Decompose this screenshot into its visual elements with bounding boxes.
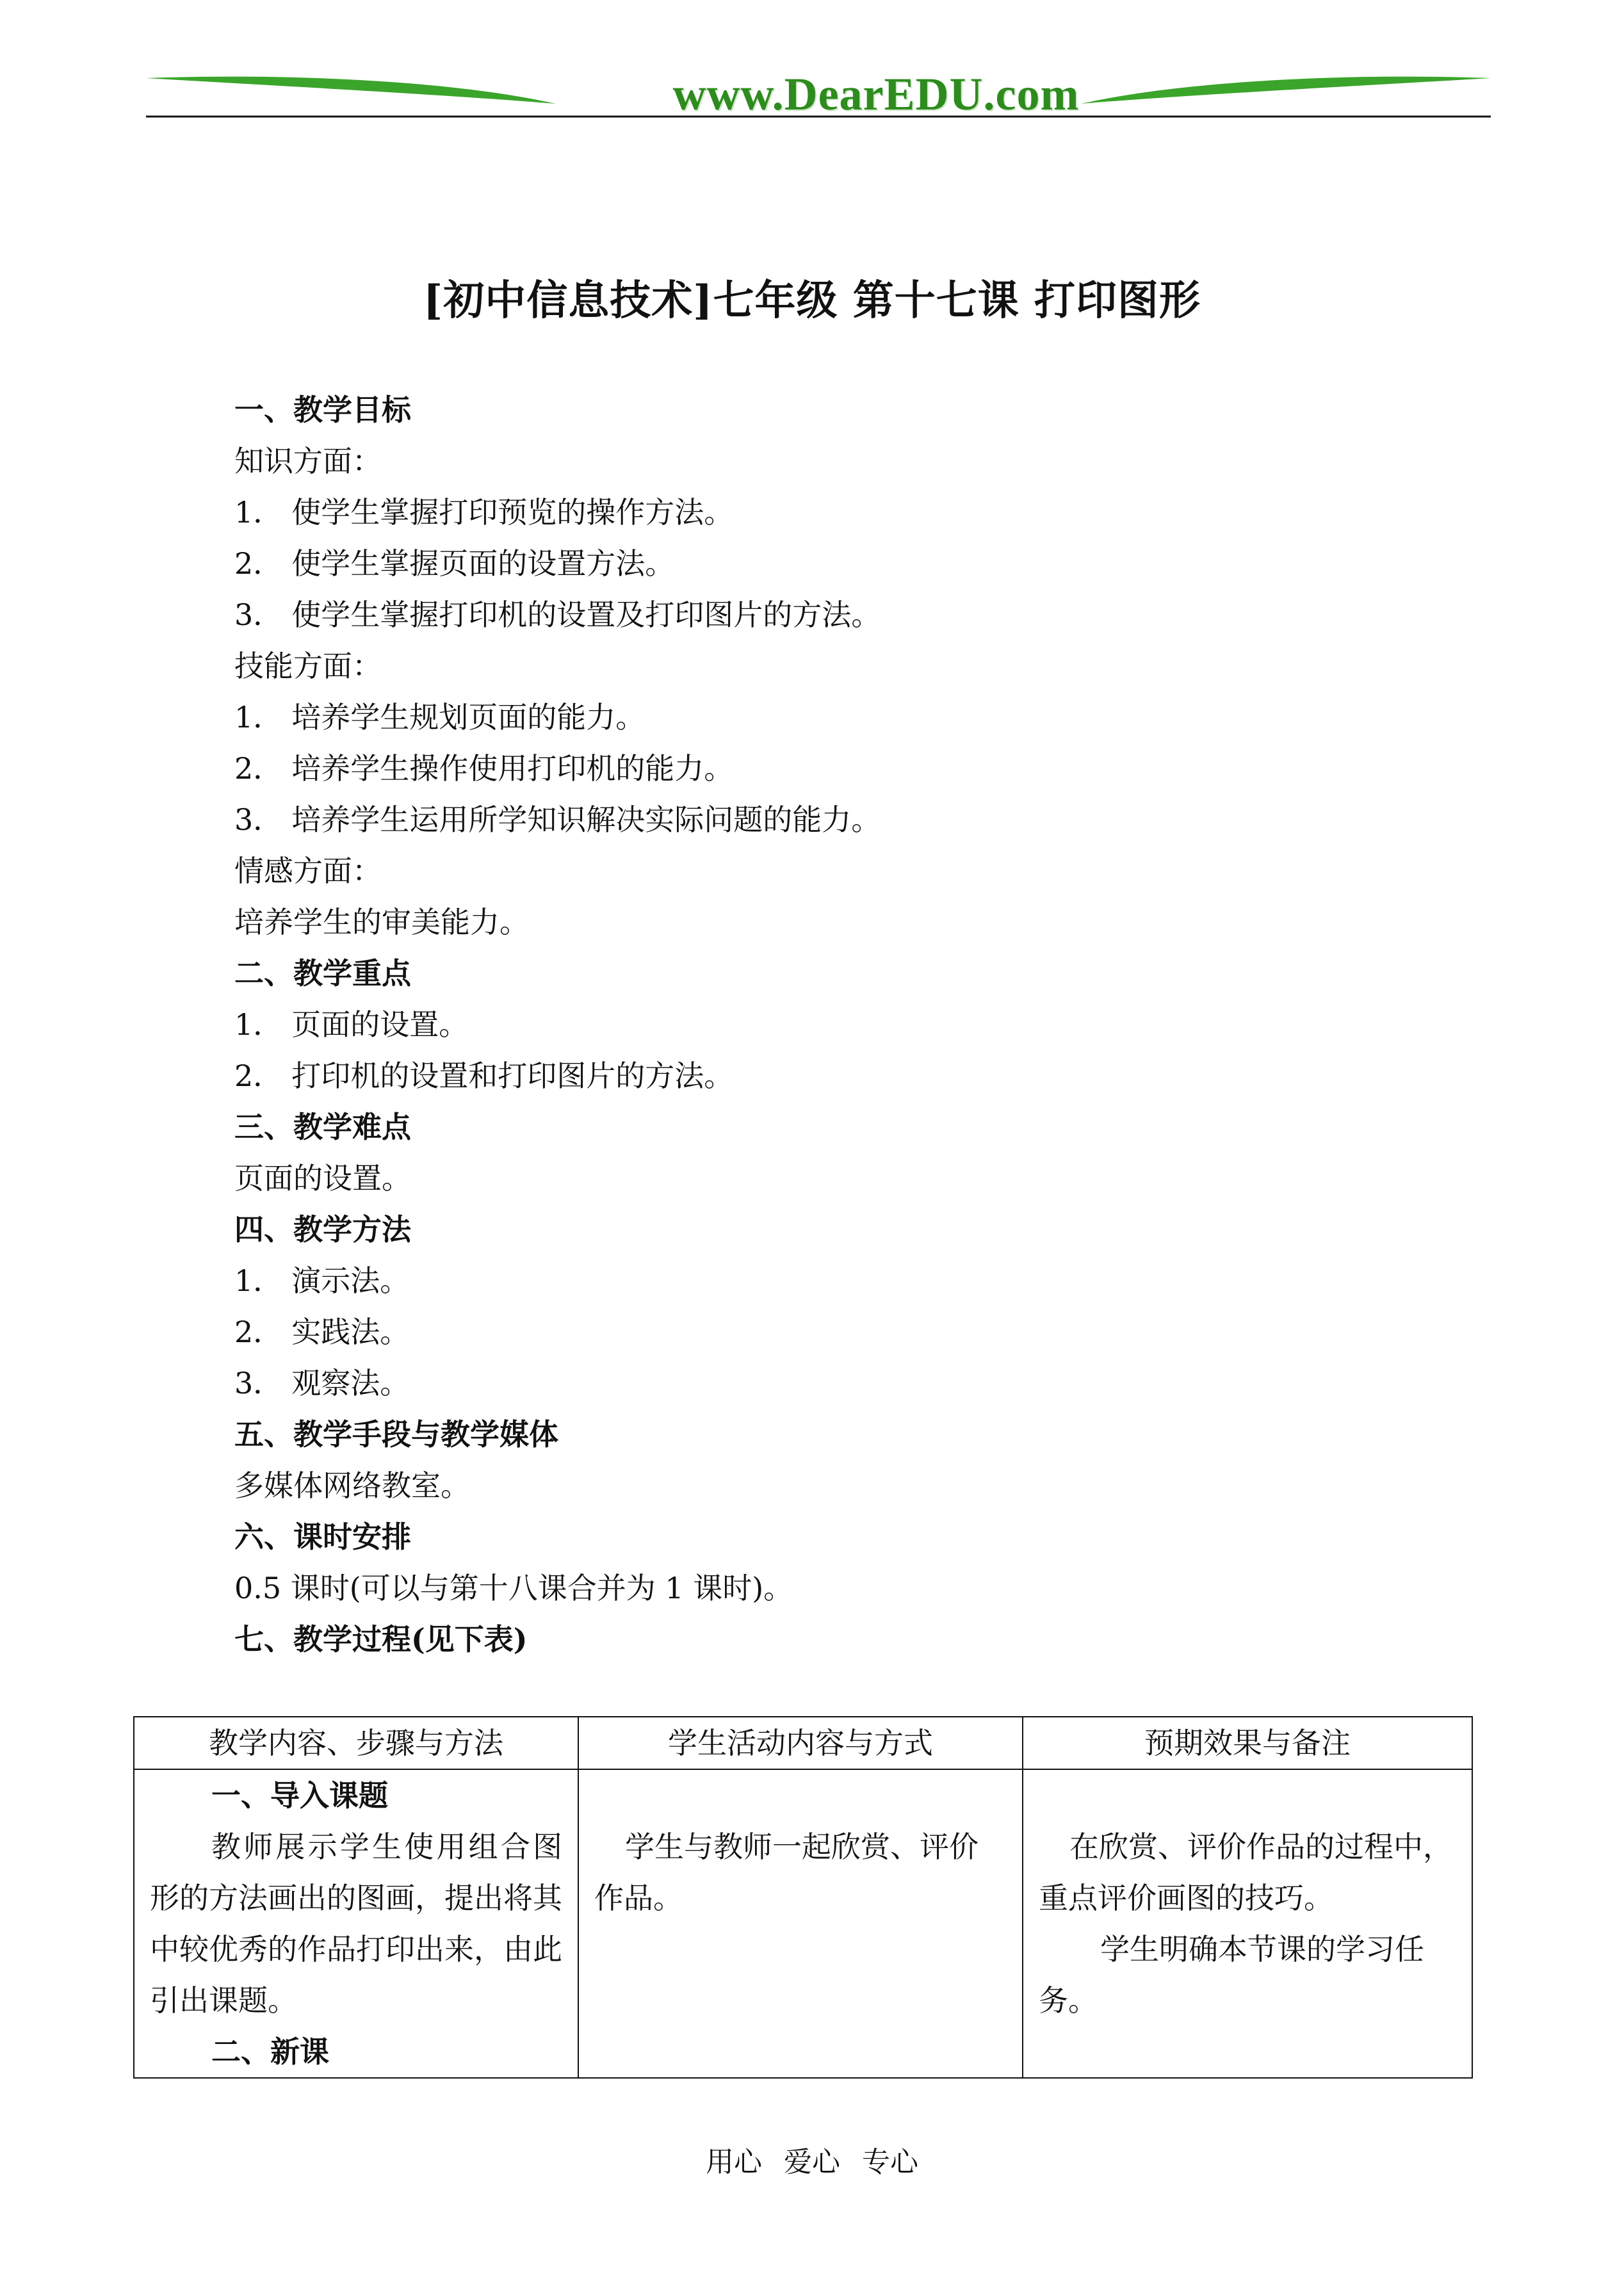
page-footer: 用心 爱心 专心 <box>706 2146 918 2178</box>
cell-text: 教师展示学生使用组合图形的方法画出的图画，提出将其中较优秀的作品打印出来，由此引出课题。 <box>150 1829 562 2018</box>
list-number: 1． <box>234 1263 283 1298</box>
column-header: 预期效果与备注 <box>1023 1717 1472 1769</box>
list-number: 2． <box>234 1058 283 1093</box>
list-number: 3． <box>234 802 283 837</box>
list-item <box>234 1358 1451 1409</box>
subsection-label: 情感方面： <box>234 854 382 888</box>
list-item <box>234 1306 1451 1358</box>
list-number: 2． <box>234 1315 283 1349</box>
list-text: 培养学生规划页面的能力。 <box>291 700 646 734</box>
subsection-label: 技能方面： <box>234 649 382 683</box>
list-text: 培养学生操作使用打印机的能力。 <box>291 751 734 786</box>
list-item <box>234 487 1451 538</box>
list-text: 打印机的设置和打印图片的方法。 <box>291 1058 734 1093</box>
page-title: [初中信息技术]七年级 第十七课 打印图形 <box>423 277 1201 325</box>
list-number: 2． <box>234 546 283 581</box>
table-cell-expected-effect <box>1023 1769 1472 2078</box>
list-item <box>234 794 1451 845</box>
list-text: 演示法。 <box>291 1263 410 1298</box>
column-header: 教学内容、步骤与方法 <box>134 1717 578 1769</box>
list-text: 使学生掌握页面的设置方法。 <box>291 546 675 581</box>
table-cell-student-activity <box>578 1769 1023 2078</box>
section-heading: 四、教学方法 <box>234 1212 411 1247</box>
list-number: 1． <box>234 1007 283 1042</box>
list-item <box>234 999 1451 1050</box>
list-number: 2． <box>234 751 283 786</box>
list-text: 培养学生运用所学知识解决实际问题的能力。 <box>291 802 881 837</box>
section-heading: 七、教学过程(见下表) <box>234 1622 528 1657</box>
subsection-label: 知识方面： <box>234 444 382 478</box>
section-heading: 六、课时安排 <box>234 1520 411 1554</box>
list-number: 1． <box>234 700 283 734</box>
list-item <box>234 692 1451 743</box>
list-item <box>234 1050 1451 1101</box>
list-text: 观察法。 <box>291 1366 410 1400</box>
section-heading: 五、教学手段与教学媒体 <box>234 1417 558 1452</box>
cell-text: 学生明确本节课的学习任务。 <box>1039 1932 1424 2018</box>
list-number: 3． <box>234 1366 283 1400</box>
list-text: 使学生掌握打印机的设置及打印图片的方法。 <box>291 597 881 632</box>
list-item <box>234 538 1451 589</box>
lesson-body <box>234 384 1451 1665</box>
cell-heading: 二、新课 <box>211 2034 329 2069</box>
cell-text: 学生与教师一起欣赏、评价作品。 <box>594 1829 978 1915</box>
paragraph: 页面的设置。 <box>234 1161 411 1196</box>
list-text: 实践法。 <box>291 1315 410 1349</box>
list-number: 1． <box>234 495 283 530</box>
cell-heading: 一、导入课题 <box>211 1778 388 1813</box>
paragraph: 培养学生的审美能力。 <box>234 905 529 939</box>
section-heading: 三、教学难点 <box>234 1110 411 1144</box>
section-heading: 二、教学重点 <box>234 956 411 991</box>
table-row <box>134 1769 1472 2078</box>
list-item <box>234 743 1451 794</box>
table-cell-teaching-content <box>134 1769 578 2078</box>
teaching-process-table <box>133 1716 1473 2079</box>
site-logo[interactable]: www.DearEDU.com <box>672 69 1080 120</box>
list-text: 使学生掌握打印预览的操作方法。 <box>291 495 734 530</box>
site-header <box>146 64 1491 134</box>
table-header-row <box>134 1717 1472 1769</box>
list-number: 3． <box>234 597 283 632</box>
list-text: 页面的设置。 <box>291 1007 469 1042</box>
list-item <box>234 1255 1451 1306</box>
left-swoosh <box>146 77 556 104</box>
cell-text: 在欣赏、评价作品的过程中，重点评价画图的技巧。 <box>1039 1829 1452 1915</box>
section-heading: 一、教学目标 <box>234 393 411 427</box>
column-header: 学生活动内容与方式 <box>578 1717 1023 1769</box>
paragraph: 0.5 课时(可以与第十八课合并为 1 课时)。 <box>234 1571 793 1605</box>
paragraph: 多媒体网络教室。 <box>234 1468 470 1503</box>
list-item <box>234 589 1451 640</box>
